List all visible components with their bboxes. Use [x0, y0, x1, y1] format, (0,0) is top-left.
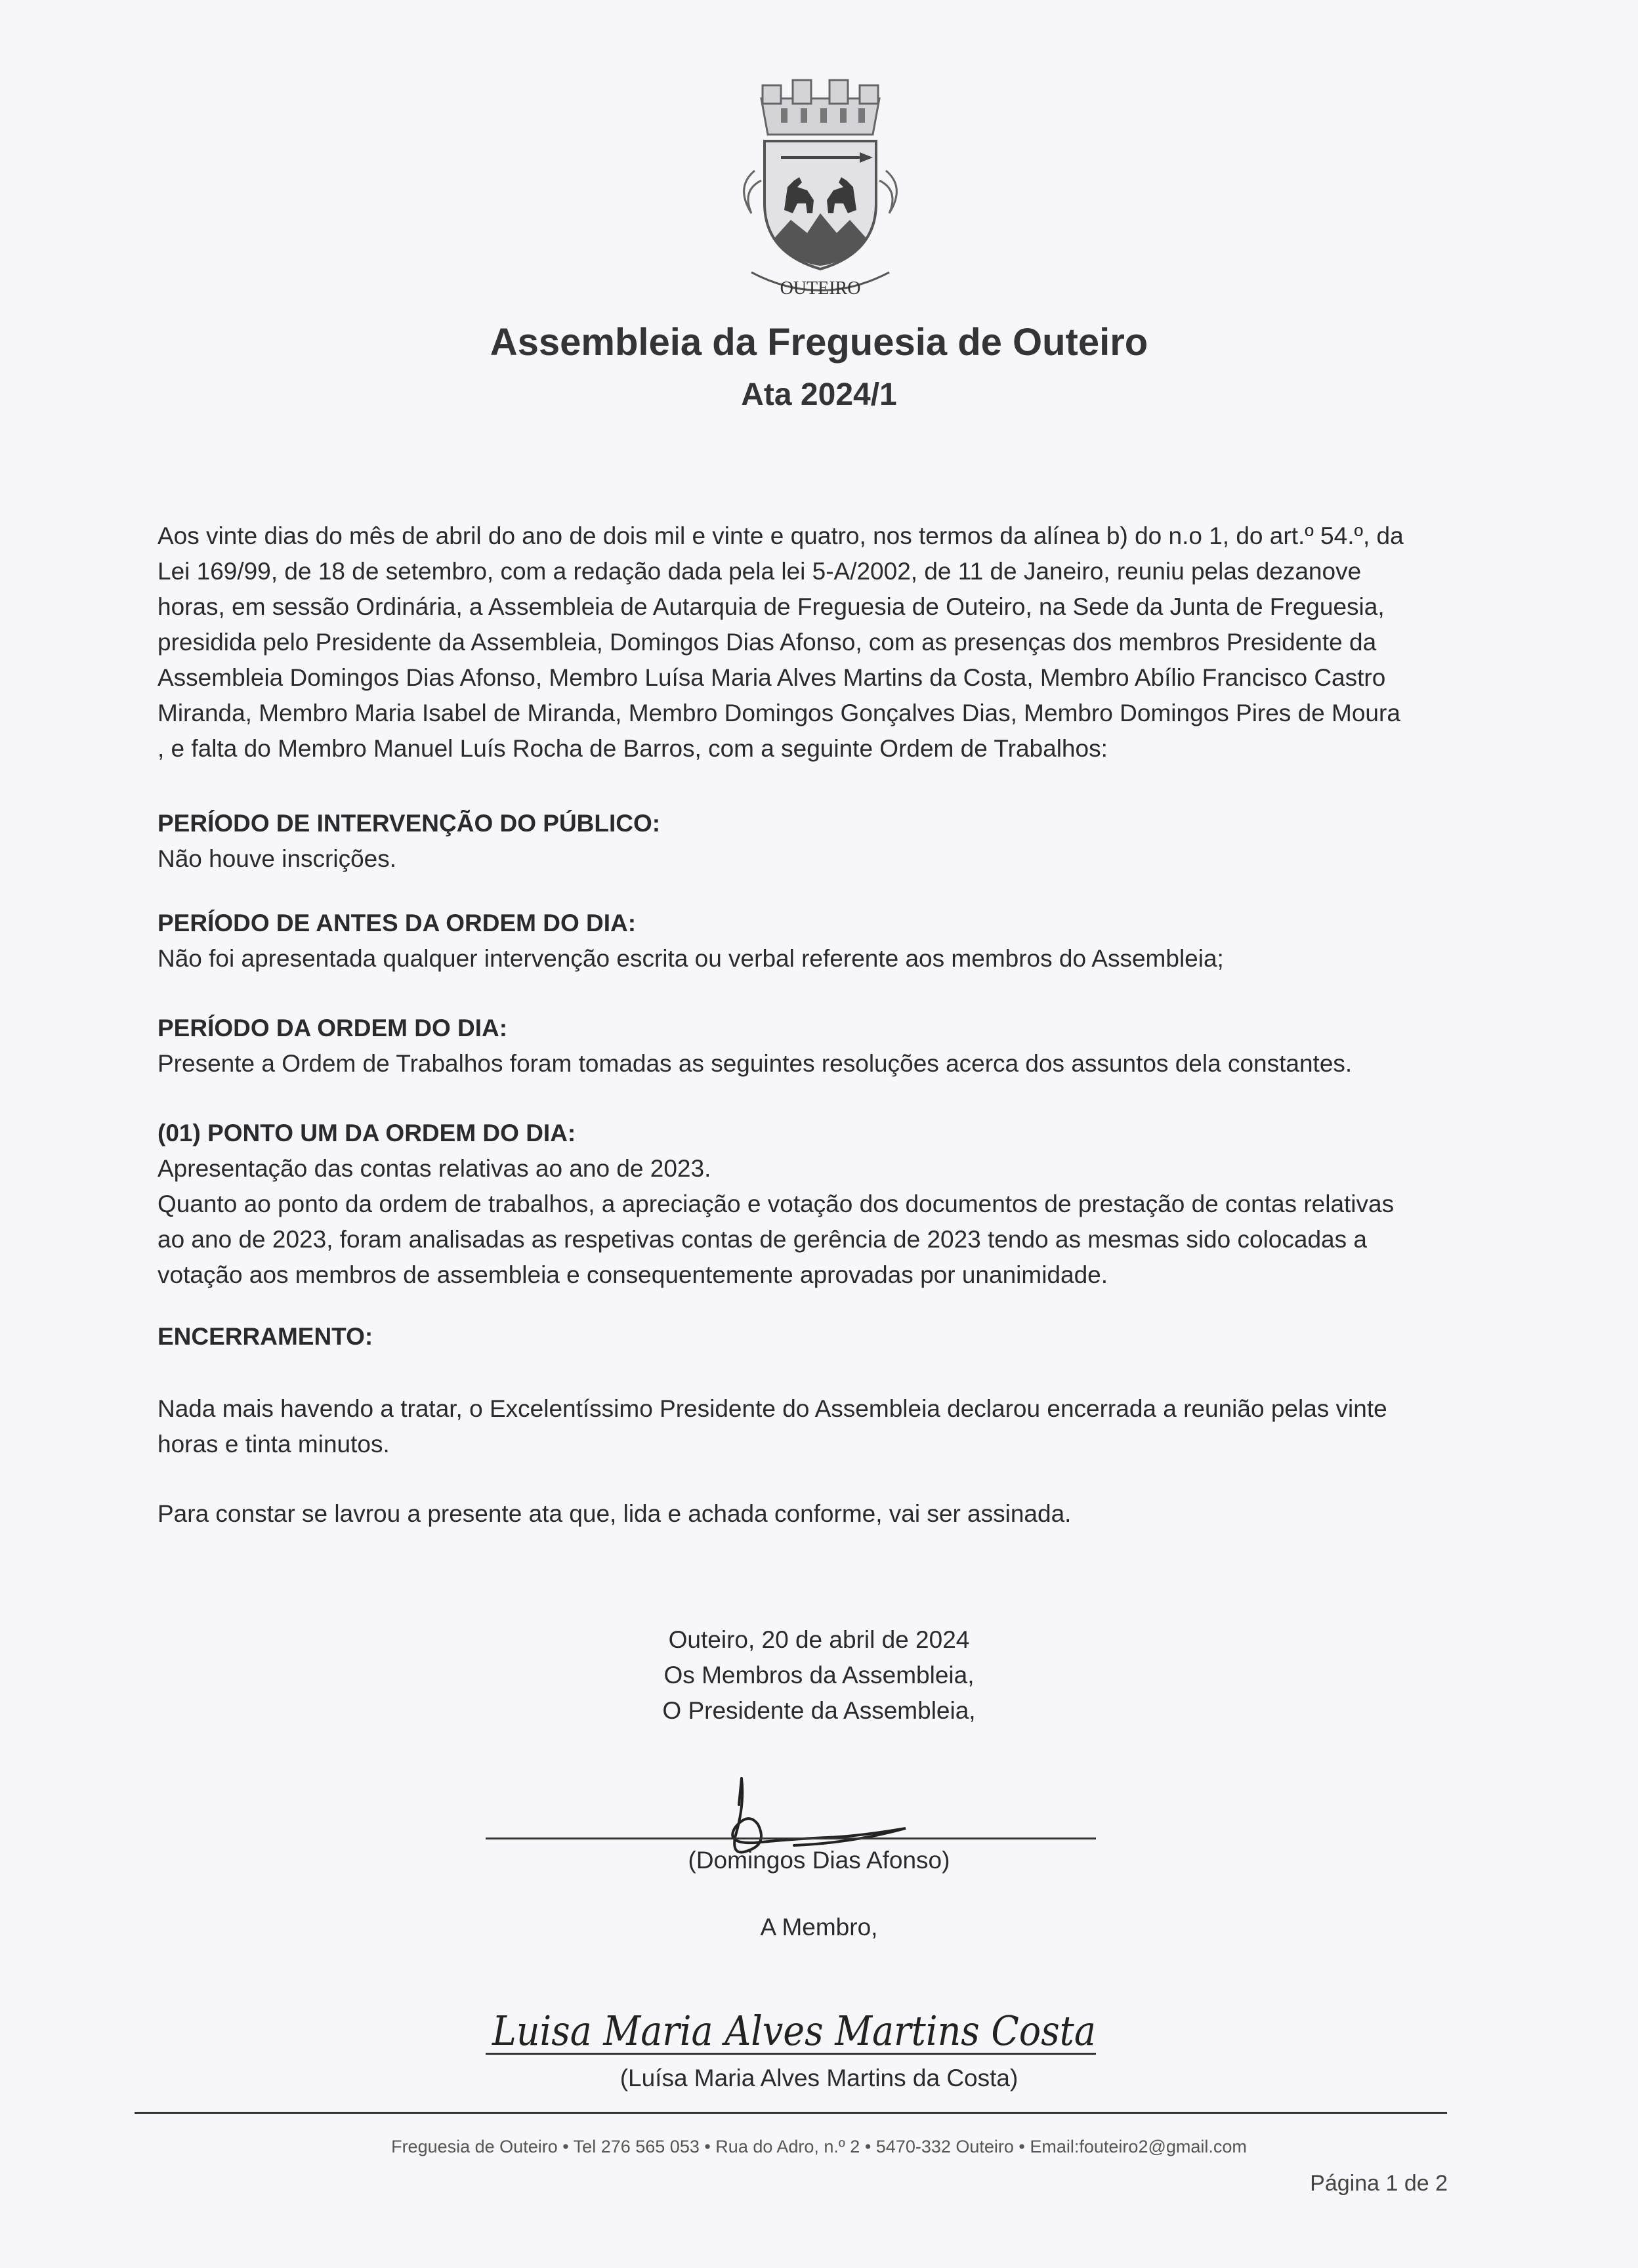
seal-text: OUTEIRO	[780, 278, 861, 299]
coat-of-arms-logo	[715, 72, 925, 315]
intro-line: presidida pelo Presidente da Assembleia, Domingos Dias Afonso, com as presenças dos membros Presidente da	[158, 629, 1377, 656]
signature-line	[486, 1838, 1096, 1839]
page-number: Página 1 de 2	[1310, 2171, 1448, 2196]
final-statement	[158, 1496, 1470, 1532]
place-date: Outeiro, 20 de abril de 2024	[668, 1626, 970, 1653]
svg-text:Luisa Maria Alves Martins Cost: Luisa Maria Alves Martins Costa	[492, 2007, 1096, 2055]
section-heading: PERÍODO DE ANTES DA ORDEM DO DIA:	[158, 910, 637, 936]
section-public	[158, 806, 1470, 877]
member-label: A Membro,	[760, 1914, 878, 1941]
president-label: O Presidente da Assembleia,	[662, 1697, 976, 1724]
section-text: Para constar se lavrou a presente ata que, lida e achada conforme, vai ser assinada.	[158, 1500, 1072, 1527]
section-line: Quanto ao ponto da ordem de trabalhos, a apreciação e votação dos documentos de prestação de contas relativas	[158, 1190, 1395, 1217]
section-before-agenda	[158, 906, 1470, 976]
intro-line: Assembleia Domingos Dias Afonso, Membro Luísa Maria Alves Martins da Costa, Membro Abílio Francisco Castro	[158, 664, 1386, 691]
section-text: Não foi apresentada qualquer intervenção escrita ou verbal referente aos membros do Assembleia;	[158, 945, 1224, 972]
signature-line	[486, 2053, 1096, 2055]
intro-line: Miranda, Membro Maria Isabel de Miranda, Membro Domingos Gonçalves Dias, Membro Domingos Pires de Moura	[158, 700, 1400, 726]
section-line: horas e tinta minutos.	[158, 1431, 390, 1458]
section-heading: PERÍODO DE INTERVENÇÃO DO PÚBLICO:	[158, 810, 661, 837]
members-label: Os Membros da Assembleia,	[663, 1662, 975, 1689]
footer-divider	[135, 2112, 1447, 2114]
section-text: Não houve inscrições.	[158, 845, 397, 872]
intro-line: Aos vinte dias do mês de abril do ano de dois mil e vinte e quatro, nos termos da alínea b) do n.o 1, do art.º 54.º, da	[158, 522, 1404, 549]
president-name: (Domingos Dias Afonso)	[688, 1847, 950, 1874]
section-closing	[158, 1391, 1470, 1462]
intro-line: Lei 169/99, de 18 de setembro, com a redação dada pela lei 5-A/2002, de 11 de Janeiro, reuniu pelas dezanove	[158, 558, 1362, 585]
section-line: Apresentação das contas relativas ao ano de 2023.	[158, 1155, 711, 1182]
section-line: Nada mais havendo a tratar, o Excelentíssimo Presidente do Assembleia declarou encerrada a reunião pelas vinte	[158, 1395, 1387, 1422]
intro-line: , e falta do Membro Manuel Luís Rocha de Barros, com a seguinte Ordem de Trabalhos:	[158, 735, 1108, 762]
section-text: Presente a Ordem de Trabalhos foram tomadas as seguintes resoluções acerca dos assuntos dela constantes.	[158, 1050, 1353, 1077]
intro-line: horas, em sessão Ordinária, a Assembleia de Autarquia de Freguesia de Outeiro, na Sede da Junta de Freguesia,	[158, 593, 1385, 620]
footer-contact: Freguesia de Outeiro • Tel 276 565 053 • Rua do Adro, n.º 2 • 5470-332 Outeiro • Email:fouteiro2@gmail.com	[391, 2137, 1247, 2156]
member-name: (Luísa Maria Alves Martins da Costa)	[620, 2065, 1018, 2091]
section-closing-heading	[158, 1319, 1470, 1354]
section-line: votação aos membros de assembleia e consequentemente aprovadas por unanimidade.	[158, 1261, 1108, 1288]
document-title: Assembleia da Freguesia de Outeiro	[490, 321, 1148, 364]
section-heading: PERÍODO DA ORDEM DO DIA:	[158, 1015, 508, 1041]
intro-paragraph	[158, 518, 1470, 766]
section-point-one	[158, 1116, 1470, 1293]
section-heading: (01) PONTO UM DA ORDEM DO DIA:	[158, 1120, 576, 1146]
section-heading: ENCERRAMENTO:	[158, 1323, 373, 1350]
section-agenda	[158, 1011, 1470, 1082]
document-subtitle: Ata 2024/1	[741, 377, 897, 412]
section-line: ao ano de 2023, foram analisadas as respetivas contas de gerência de 2023 tendo as mesmas sido colocadas a	[158, 1226, 1367, 1253]
